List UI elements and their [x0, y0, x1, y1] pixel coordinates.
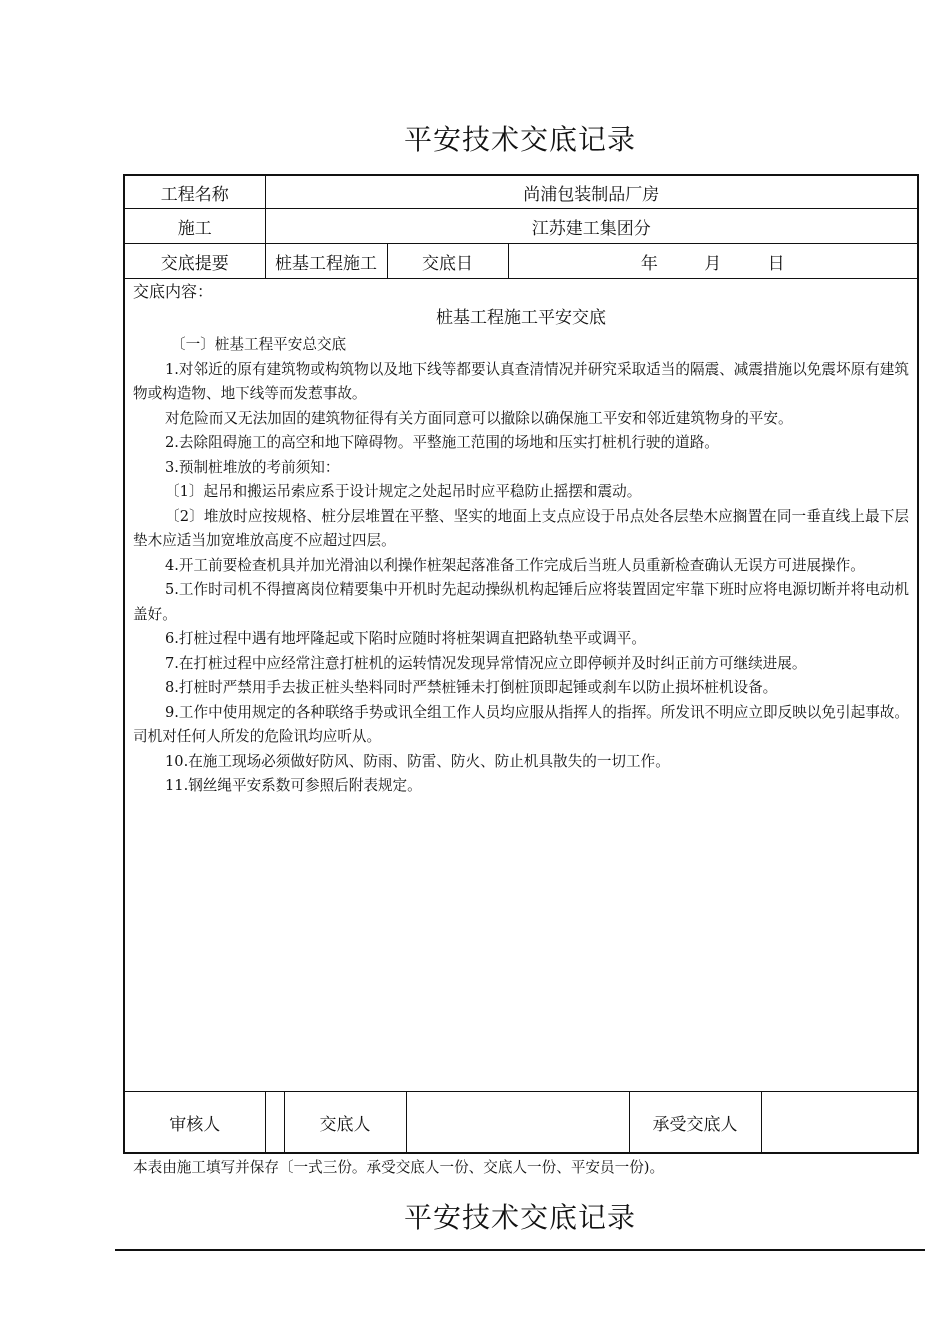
receiver-row-cell — [629, 1092, 918, 1154]
reviewer-label: 审核人 — [124, 1092, 265, 1154]
date-label: 交底日 — [387, 244, 508, 279]
document-title: 平安技术交底记录 — [403, 123, 636, 156]
construction-value: 江苏建工集团分 — [265, 209, 918, 244]
disclosure-form-table — [123, 174, 919, 1154]
content-paragraph: 10.在施工现场必须做好防风、防雨、防雷、防火、防止机具散失的一切工作。 — [165, 752, 670, 770]
summary-value: 桩基工程施工 — [265, 244, 387, 279]
date-day: 日 — [767, 253, 785, 274]
content-paragraph: 〔1〕起吊和搬运吊索应系于设计规定之处起吊时应平稳防止摇摆和震动。 — [165, 483, 642, 500]
document-title-repeat: 平安技术交底记录 — [403, 1201, 636, 1234]
receiver-signature-cell — [762, 1092, 918, 1152]
presenter-signature-cell — [406, 1092, 629, 1154]
date-month: 月 — [704, 253, 722, 274]
date-value — [508, 244, 918, 279]
content-paragraph: 4.开工前要检查机具并加光滑油以利操作桩架起落准备工作完成后当班人员重新检查确认无误方可进展操作。 — [165, 556, 865, 574]
content-paragraph: 5.工作时司机不得擅离岗位精要集中开机时先起动操纵机构起锤后应将装置固定牢靠下班时应将电源切断并将电动机盖好。 — [133, 581, 910, 623]
content-label: 交底内容： — [133, 282, 214, 301]
project-name-value: 尚浦包装制品厂房 — [265, 175, 918, 209]
content-paragraph: 8.打桩时严禁用手去拔正桩头垫料同时严禁桩锤未打倒桩顶即起锤或刹车以防止损坏桩机设备。 — [165, 679, 778, 696]
reviewer-signature-cell — [265, 1092, 284, 1154]
construction-label: 施工 — [124, 209, 265, 244]
content-paragraph: 11.钢丝绳平安系数可参照后附表规定。 — [165, 777, 422, 794]
disclosure-content — [124, 279, 918, 1092]
horizontal-rule — [115, 1249, 925, 1251]
content-paragraph: 1.对邻近的原有建筑物或构筑物以及地下线等都要认真查清情况并研究采取适当的隔震、减震措施以免震坏原有建筑物或构造物、地下线等而发惹事故。 — [133, 360, 910, 402]
project-name-label: 工程名称 — [124, 175, 265, 209]
section-title: 〔一〕桩基工程平安总交底 — [171, 336, 347, 353]
content-paragraph: 3.预制桩堆放的考前须知： — [165, 458, 340, 476]
content-paragraph: 2.去除阻碍施工的高空和地下障碍物。平整施工范围的场地和压实打桩机行驶的道路。 — [165, 434, 719, 451]
date-year: 年 — [640, 253, 658, 274]
content-paragraph: 〔2〕堆放时应按规格、桩分层堆置在平整、坚实的地面上支点应设于吊点处各层垫木应搁置在同一垂直线上最下层垫木应适当加宽堆放高度不应超过四层。 — [133, 507, 910, 549]
footnote: 本表由施工填写并保存〔一式三份。承受交底人一份、交底人一份、平安员一份)。 — [133, 1159, 665, 1176]
content-paragraph: 9.工作中使用规定的各种联络手势或讯全组工作人员均应服从指挥人的指挥。所发讯不明应立即反映以免引起事故。司机对任何人所发的危险讯均应听从。 — [133, 703, 910, 745]
content-heading: 桩基工程施工平安交底 — [436, 308, 606, 328]
content-paragraph: 7.在打桩过程中应经常注意打桩机的运转情况发现异常情况应立即停顿并及时纠正前方可继续进展。 — [165, 654, 807, 672]
content-paragraph: 6.打桩过程中遇有地坪隆起或下陷时应随时将桩架调直把路轨垫平或调平。 — [165, 630, 646, 647]
content-paragraph: 对危险而又无法加固的建筑物征得有关方面同意可以撤除以确保施工平安和邻近建筑物身的平安。 — [165, 409, 793, 427]
receiver-label: 承受交底人 — [630, 1092, 762, 1152]
summary-label: 交底提要 — [124, 244, 265, 279]
presenter-label: 交底人 — [284, 1092, 406, 1154]
